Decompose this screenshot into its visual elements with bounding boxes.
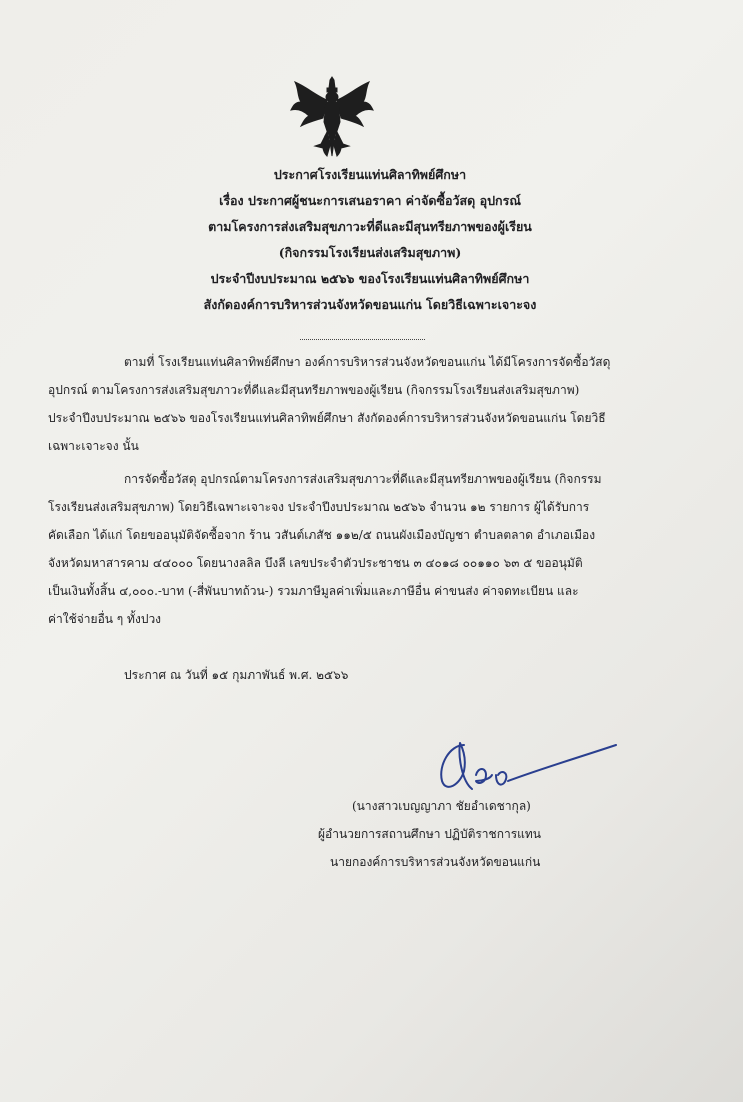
signatory-position: ผู้อำนวยการสถานศึกษา ปฏิบัติราชการแทน xyxy=(318,827,541,841)
para2-line: คัดเลือก ได้แก่ โดยขออนุมัติจัดซื้อจาก ร้าน วสันต์เภสัช ๑๑๒/๕ ถนนผังเมืองบัญชา ตำบลตลาด อำเภอเมือง xyxy=(48,528,596,542)
announcement-date: ประกาศ ณ วันที่ ๑๕ กุมภาพันธ์ พ.ศ. ๒๕๖๖ xyxy=(124,668,349,682)
para2-line: จังหวัดมหาสารคาม ๔๔๐๐๐ โดยนางลลิล บึงลี เลขประจำตัวประชาชน ๓ ๔๐๑๘ ๐๐๑๑๐ ๖๓ ๕ ขออนุมัติ xyxy=(48,556,583,570)
signatory-name: (นางสาวเบญญาภา ชัยอำเดชากุล) xyxy=(352,799,531,813)
document-title: ประกาศโรงเรียนแท่นศิลาทิพย์ศึกษา xyxy=(273,167,467,182)
affiliation-line: สังกัดองค์การบริหารส่วนจังหวัดขอนแก่น โดยวิธีเฉพาะเจาะจง xyxy=(203,297,537,312)
para2-line: เป็นเงินทั้งสิ้น ๔,๐๐๐.-บาท (-สี่พันบาทถ้วน-) รวมภาษีมูลค่าเพิ่มและภาษีอื่น ค่าขนส่ง ค่าจดทะเบียน และ xyxy=(48,584,579,598)
garuda-emblem-icon xyxy=(287,76,377,160)
activity-name: (กิจกรรมโรงเรียนส่งเสริมสุขภาพ) xyxy=(278,245,462,260)
para1-line: อุปกรณ์ ตามโครงการส่งเสริมสุขภาวะที่ดีและมีสุนทรียภาพของผู้เรียน (กิจกรรมโรงเรียนส่งเสริมสุขภาพ) xyxy=(48,383,580,397)
para1-line: เฉพาะเจาะจง นั้น xyxy=(48,439,139,453)
handwritten-signature xyxy=(420,735,620,803)
para1-line: ตามที่ โรงเรียนแท่นศิลาทิพย์ศึกษา องค์การบริหารส่วนจังหวัดขอนแก่น ได้มีโครงการจัดซื้อวัสดุ xyxy=(124,355,611,369)
para2-line: การจัดซื้อวัสดุ อุปกรณ์ตามโครงการส่งเสริมสุขภาวะที่ดีและมีสุนทรียภาพของผู้เรียน (กิจกรรม xyxy=(124,472,602,486)
para2-line: โรงเรียนส่งเสริมสุขภาพ) โดยวิธีเฉพาะเจาะจง ประจำปีงบประมาณ ๒๕๖๖ จำนวน ๑๒ รายการ ผู้ได้รับการ xyxy=(48,500,590,514)
signatory-authority: นายกองค์การบริหารส่วนจังหวัดขอนแก่น xyxy=(330,855,541,869)
para1-line: ประจำปีงบประมาณ ๒๕๖๖ ของโรงเรียนแท่นศิลาทิพย์ศึกษา สังกัดองค์การบริหารส่วนจังหวัดขอนแก่น โดยวิธี xyxy=(48,411,606,425)
para2-line: ค่าใช้จ่ายอื่น ๆ ทั้งปวง xyxy=(48,612,162,626)
dotted-divider xyxy=(300,339,425,340)
fiscal-year-line: ประจำปีงบประมาณ ๒๕๖๖ ของโรงเรียนแท่นศิลาทิพย์ศึกษา xyxy=(210,271,530,286)
project-name: ตามโครงการส่งเสริมสุขภาวะที่ดีและมีสุนทรียภาพของผู้เรียน xyxy=(208,219,532,234)
document-subject: เรื่อง ประกาศผู้ชนะการเสนอราคา ค่าจัดซื้อวัสดุ อุปกรณ์ xyxy=(219,193,521,208)
